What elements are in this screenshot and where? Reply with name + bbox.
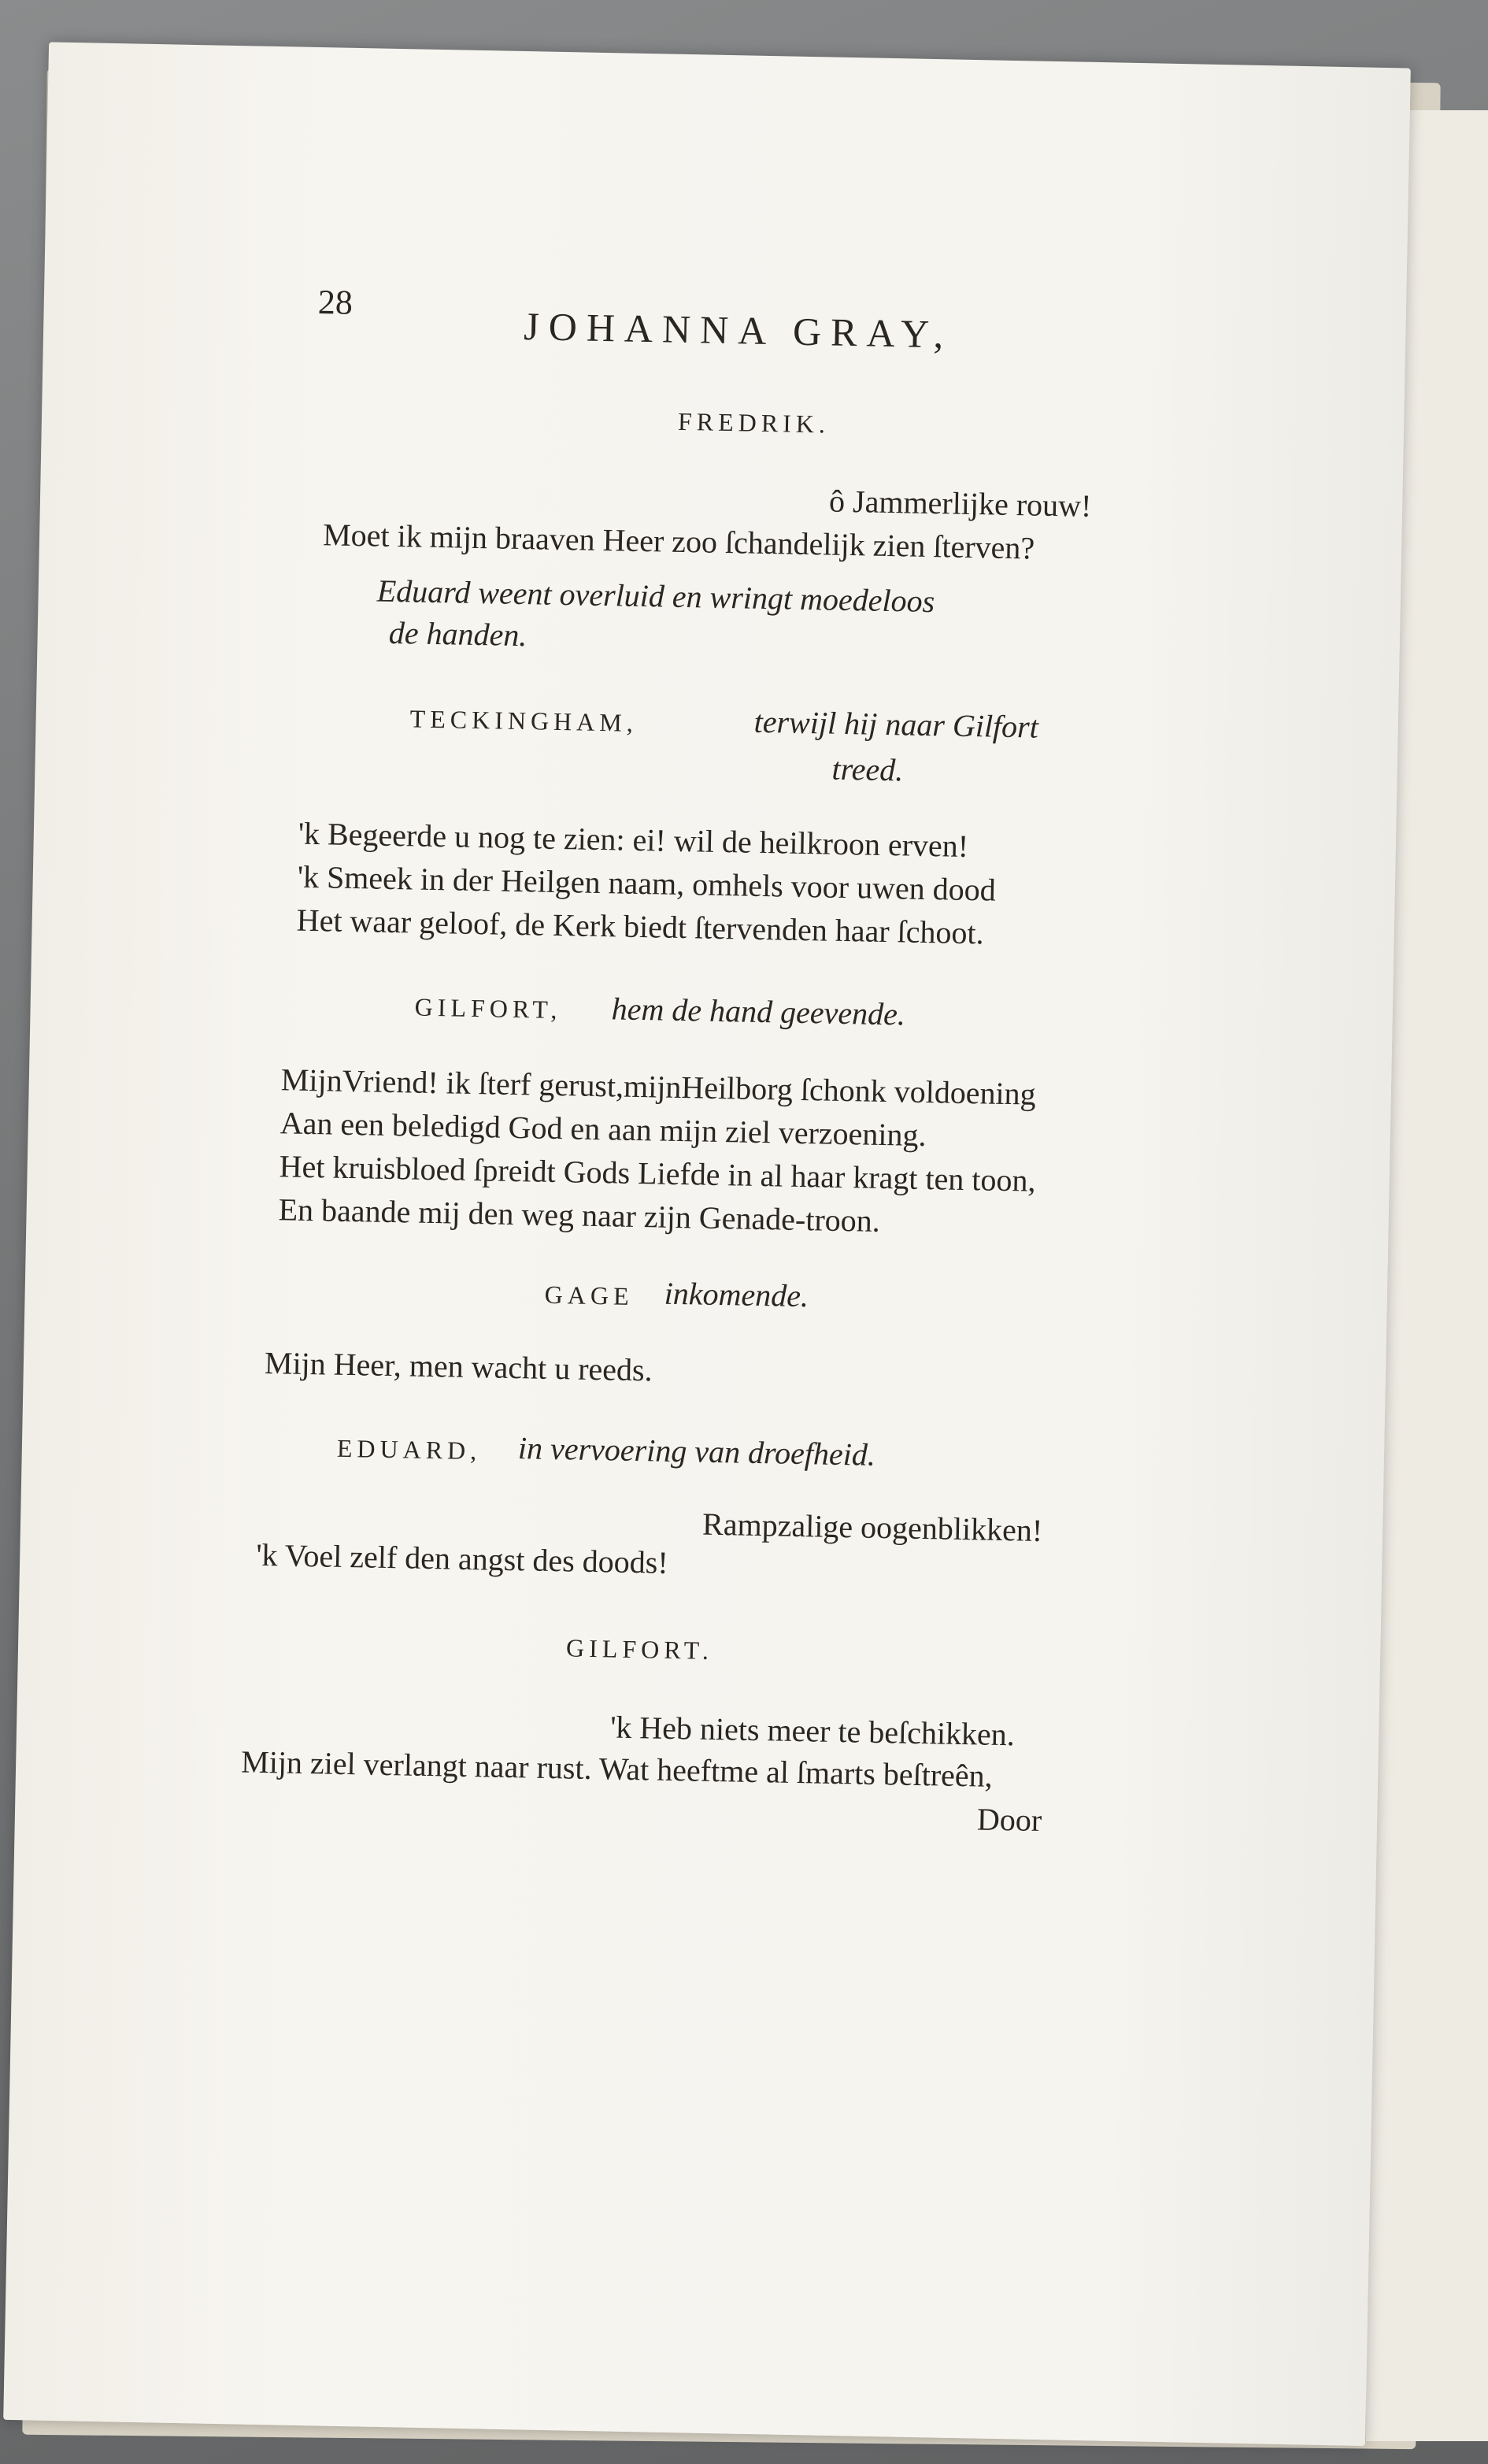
verse-line-10: Mijn Heer, men wacht u reeds. [264,1344,653,1388]
verse-line-14: Mijn ziel verlangt naar rust. Wat heeftme al ſmarts beſtreên, [240,1743,994,1794]
stage-direction-1b: de handen. [388,614,527,654]
verse-line-11: Rampzalige oogenblikken! [701,1506,1043,1548]
stage-direction-2a: terwijl hij naar Gilfort [753,703,1039,745]
verse-line-6: MijnVriend! ik ſterf gerust,mijnHeilborg ſchonk voldoening [280,1062,1037,1112]
stage-direction-4: inkomende. [664,1275,809,1314]
verse-line-12: 'k Voel zelf den angst des doods! [255,1536,669,1580]
speaker-eduard: EDUARD, [336,1433,482,1465]
stage-direction-3: hem de hand geevende. [611,991,906,1032]
stage-direction-1a: Eduard weent overluid en wringt moedeloos [376,572,935,620]
verse-line-9: En baande mij den weg naar zijn Genade-troon. [278,1191,881,1239]
catchword: Door [976,1801,1042,1839]
stage-direction-5: in vervoering van droefheid. [517,1430,876,1473]
verse-line-3: 'k Begeerde u nog te zien: ei! wil de heilkroon erven! [298,815,969,864]
speaker-gilfort: GILFORT, [414,992,562,1025]
verse-line-13: 'k Heb niets meer te beſchikken. [609,1709,1016,1753]
page-text-area [3,42,1411,2446]
verse-line-2: Moet ik mijn braaven Heer zoo ſchandelijk zien ſterven? [322,517,1035,566]
stage-direction-2b: treed. [831,750,904,788]
verse-line-7: Aan een beledigd God en aan mijn ziel verzoening. [279,1105,927,1154]
verse-line-1: ô Jammerlijke rouw! [828,483,1092,524]
speaker-teckingham: TECKINGHAM, [409,704,639,737]
running-title: JOHANNA GRAY, [523,304,953,357]
speaker-gage: GAGE [544,1280,634,1310]
speaker-fredrik: FREDRIK. [677,406,831,439]
verse-line-4: 'k Smeek in der Heilgen naam, omhels voor uwen dood [297,858,997,908]
page-number: 28 [317,283,353,322]
speaker-gilfort: GILFORT. [565,1633,714,1665]
book-page [3,42,1411,2446]
verse-line-8: Het kruisbloed ſpreidt Gods Liefde in al haar kragt ten toon, [279,1148,1036,1199]
verse-line-5: Het waar geloof, de Kerk biedt ſtervenden haar ſchoot. [296,902,985,951]
